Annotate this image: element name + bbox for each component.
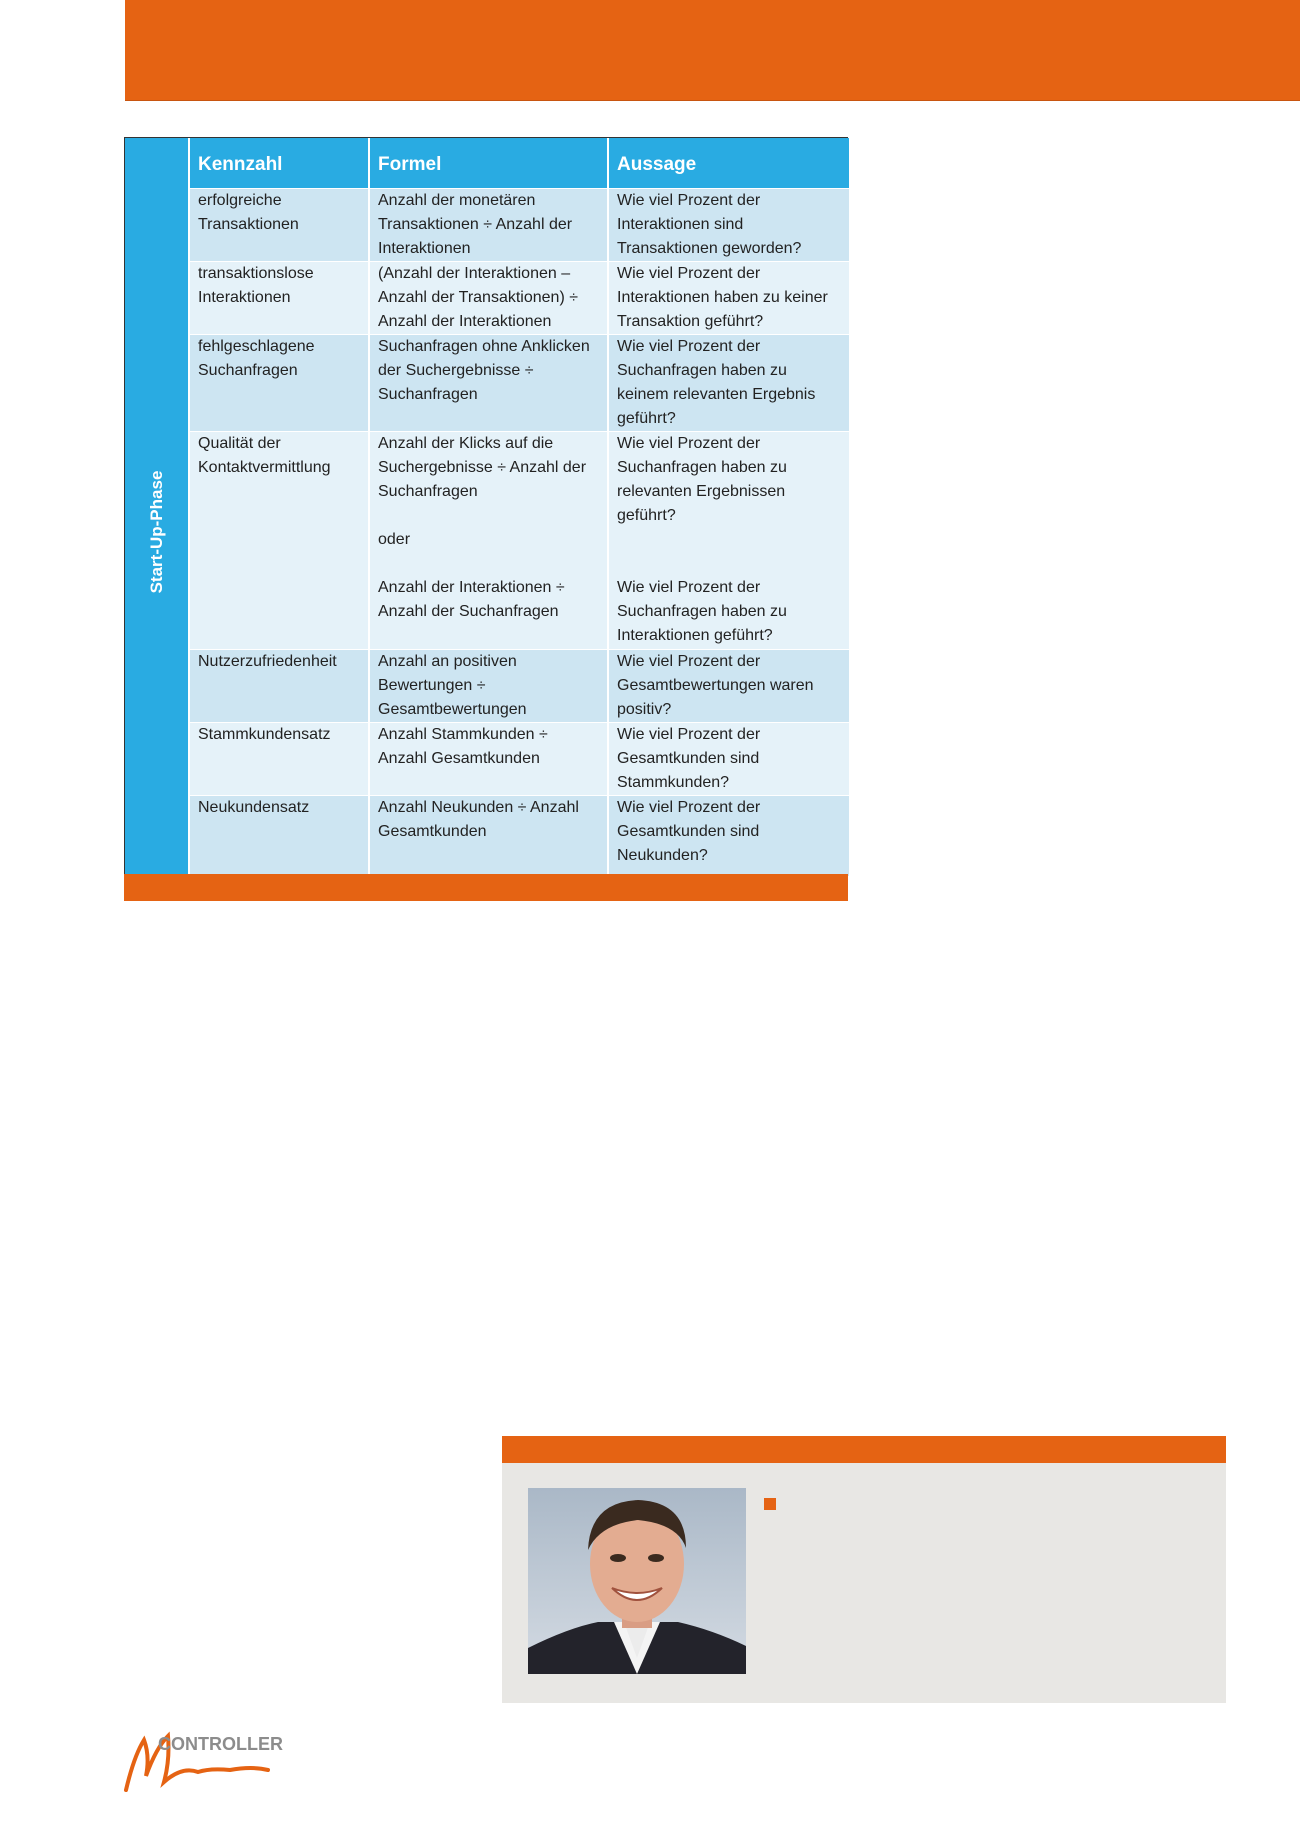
formel-cell: Anzahl der monetären Transaktionen ÷ Anzahl der Interaktionen [369,188,608,261]
table-row [125,795,849,876]
formel-cell: Anzahl Stammkunden ÷ Anzahl Gesamtkunden [369,722,608,795]
author-photo [528,1488,746,1674]
phase-label: Start-Up-Phase [146,470,166,594]
formel-option-1: Anzahl der Klicks auf die Suchergebnisse ÷ Anzahl der Suchanfragen [378,434,587,500]
formel-cell: Suchanfragen ohne Anklicken der Suchergebnisse ÷ Suchanfragen [369,334,608,431]
author-box-header [502,1436,1226,1463]
aussage-cell: Wie viel Prozent der Gesamtkunden sind Stammkunden? [608,722,849,795]
table-row [125,334,849,431]
aussage-cell [608,431,849,649]
aussage-option-1: Wie viel Prozent der Suchanfragen haben zu relevanten Ergebnissen geführt? [617,434,787,524]
table-row [125,431,849,649]
aussage-cell: Wie viel Prozent der Suchanfragen haben zu keinem relevanten Ergebnis geführt? [608,334,849,431]
header-kennzahl: Kennzahl [189,138,369,188]
kennzahl-cell: Nutzerzufriedenheit [189,649,369,722]
author-box [502,1436,1226,1703]
aussage-cell: Wie viel Prozent der Interaktionen sind Transaktionen geworden? [608,188,849,261]
formel-or: oder [378,530,411,548]
aussage-cell: Wie viel Prozent der Gesamtbewertungen waren positiv? [608,649,849,722]
formel-cell: Anzahl Neukunden ÷ Anzahl Gesamtkunden [369,795,608,876]
table-row [125,722,849,795]
kennzahl-cell: erfolgreiche Transaktionen [189,188,369,261]
table-row [125,188,849,261]
aussage-cell: Wie viel Prozent der Interaktionen haben zu keiner Transaktion geführt? [608,261,849,334]
header-formel: Formel [369,138,608,188]
controller-magazin-logo [120,1726,300,1796]
kennzahl-cell: Neukundensatz [189,795,369,876]
header-phase [125,138,189,188]
kennzahl-cell: Stammkundensatz [189,722,369,795]
table-row [125,261,849,334]
bullet-square-icon [764,1498,776,1510]
kennzahl-cell: transaktionslose Interaktionen [189,261,369,334]
header-aussage: Aussage [608,138,849,188]
formel-cell: (Anzahl der Interaktionen – Anzahl der Transaktionen) ÷ Anzahl der Interaktionen [369,261,608,334]
table-row [125,649,849,722]
kennzahl-cell: fehlgeschlagene Suchanfragen [189,334,369,431]
aussage-option-2: Wie viel Prozent der Suchanfragen haben zu Interaktionen geführt? [617,578,787,644]
kennzahl-cell: Qualität der Kontaktvermittlung [189,431,369,649]
top-orange-band [125,0,1300,101]
formel-cell [369,431,608,649]
aussage-cell: Wie viel Prozent der Gesamtkunden sind Neukunden? [608,795,849,876]
kpi-table [124,137,848,877]
phase-column [125,188,189,876]
logo-text: CONTROLLER [158,1734,283,1754]
table-footer-bar [124,874,848,901]
formel-option-2: Anzahl der Interaktionen ÷ Anzahl der Suchanfragen [378,578,565,620]
table-header-row [125,138,849,188]
formel-cell: Anzahl an positiven Bewertungen ÷ Gesamtbewertungen [369,649,608,722]
